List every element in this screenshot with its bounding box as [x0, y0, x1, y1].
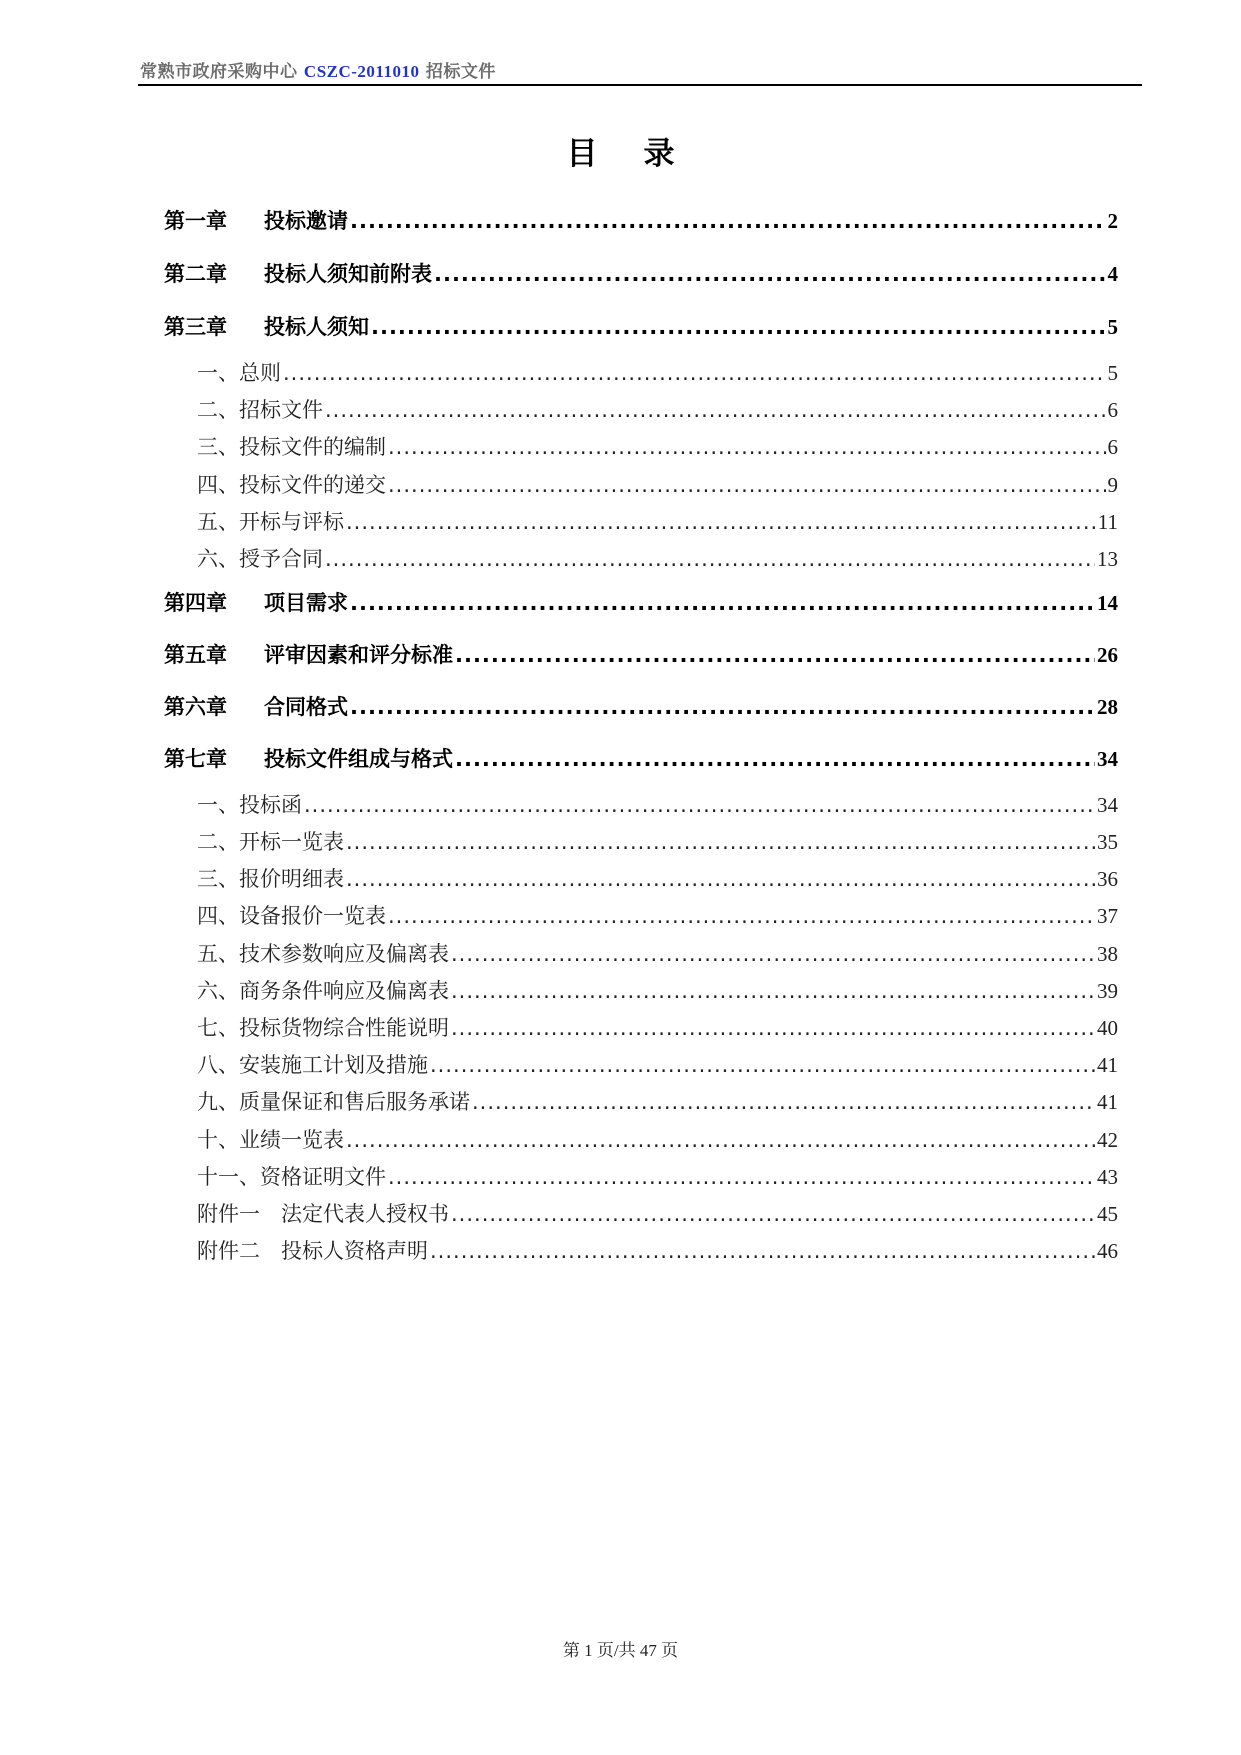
toc-page-number: 43: [1097, 1165, 1118, 1189]
document-header: [140, 57, 1140, 82]
toc-chapter-entry[interactable]: [164, 258, 1118, 288]
toc-dot-leader: [430, 1053, 1095, 1077]
toc-entry-title: 十、业绩一览表: [197, 1128, 344, 1152]
toc-entry-title: 五、开标与评标: [197, 510, 344, 534]
toc-chapter-number: 第六章: [164, 695, 227, 719]
toc-entry-title: 项目需求: [264, 591, 348, 615]
toc-chapter-number: 第一章: [164, 209, 227, 233]
toc-entry-title: 投标文件组成与格式: [264, 747, 453, 771]
toc-entry-title: 一、投标函: [197, 793, 302, 817]
toc-dot-leader: [451, 942, 1095, 966]
toc-dot-leader: [472, 1090, 1095, 1114]
toc-dot-leader: [434, 262, 1106, 286]
toc-dot-leader: [451, 979, 1095, 1003]
toc-page-number: 28: [1097, 695, 1118, 719]
toc-chapter-entry[interactable]: [164, 205, 1118, 235]
toc-page-number: 11: [1097, 510, 1118, 534]
toc-page-number: 41: [1097, 1053, 1118, 1077]
toc-dot-leader: [283, 361, 1106, 385]
toc-dot-leader: [346, 830, 1095, 854]
toc-section-entry[interactable]: [164, 543, 1118, 573]
toc-section-entry[interactable]: [164, 826, 1118, 856]
toc-page-number: 38: [1097, 942, 1118, 966]
toc-page-number: 34: [1097, 793, 1118, 817]
page-title: 目录: [566, 136, 721, 172]
toc-dot-leader: [350, 695, 1095, 719]
toc-dot-leader: [350, 591, 1095, 615]
toc-entry-title: 三、投标文件的编制: [197, 435, 386, 459]
toc-section-entry[interactable]: [164, 1049, 1118, 1079]
toc-page-number: 13: [1097, 547, 1118, 571]
toc-chapter-number: 第七章: [164, 747, 227, 771]
header-suffix: 招标文件: [425, 62, 496, 82]
toc-entry-title: 三、报价明细表: [197, 867, 344, 891]
toc-dot-leader: [388, 1165, 1095, 1189]
toc-entry-title: 合同格式: [264, 695, 348, 719]
toc-section-entry[interactable]: [164, 469, 1118, 499]
toc-section-entry[interactable]: [164, 1012, 1118, 1042]
header-divider: [138, 84, 1142, 86]
toc-entry-title: 二、招标文件: [197, 398, 323, 422]
toc-dot-leader: [451, 1016, 1095, 1040]
toc-page-number: 45: [1097, 1202, 1118, 1226]
toc-entry-title: 八、安装施工计划及措施: [197, 1053, 428, 1077]
toc-dot-leader: [371, 315, 1106, 339]
toc-dot-leader: [451, 1202, 1095, 1226]
toc-section-entry[interactable]: [164, 863, 1118, 893]
toc-dot-leader: [388, 904, 1095, 928]
toc-dot-leader: [388, 473, 1106, 497]
toc-page-number: 42: [1097, 1128, 1118, 1152]
toc-chapter-entry[interactable]: [164, 587, 1118, 617]
toc-chapter-number: 第二章: [164, 262, 227, 286]
toc-page-number: 6: [1107, 435, 1118, 459]
toc-chapter-number: 第三章: [164, 315, 227, 339]
toc-page-number: 9: [1107, 473, 1118, 497]
toc-page-number: 40: [1097, 1016, 1118, 1040]
toc-page-number: 5: [1107, 315, 1118, 339]
toc-page-number: 4: [1107, 262, 1118, 286]
toc-dot-leader: [304, 793, 1095, 817]
toc-page-number: 26: [1097, 643, 1118, 667]
toc-dot-leader: [325, 398, 1106, 422]
toc-entry-title: 六、授予合同: [197, 547, 323, 571]
header-code: CSZC-2011010: [303, 62, 420, 81]
toc-entry-title: 投标邀请: [264, 209, 348, 233]
toc-entry-title: 投标人须知: [264, 315, 369, 339]
toc-chapter-entry[interactable]: [164, 639, 1118, 669]
toc-entry-title: 七、投标货物综合性能说明: [197, 1016, 449, 1040]
toc-section-entry[interactable]: [164, 394, 1118, 424]
toc-dot-leader: [346, 867, 1095, 891]
toc-page-number: 46: [1097, 1239, 1118, 1263]
toc-entry-title: 评审因素和评分标准: [264, 643, 453, 667]
toc-section-entry[interactable]: [164, 975, 1118, 1005]
toc-section-entry[interactable]: [164, 506, 1118, 536]
toc-chapter-entry[interactable]: [164, 691, 1118, 721]
toc-page-number: 39: [1097, 979, 1118, 1003]
toc-dot-leader: [346, 510, 1096, 534]
toc-page-number: 2: [1107, 209, 1118, 233]
toc-page-number: 14: [1097, 591, 1118, 615]
toc-page-number: 34: [1097, 747, 1118, 771]
toc-page-number: 35: [1097, 830, 1118, 854]
toc-entry-title: 五、技术参数响应及偏离表: [197, 942, 449, 966]
toc-section-entry[interactable]: [164, 357, 1118, 387]
toc-entry-title: 附件一 法定代表人授权书: [197, 1202, 449, 1226]
toc-entry-title: 二、开标一览表: [197, 830, 344, 854]
toc-section-entry[interactable]: [164, 1161, 1118, 1191]
toc-section-entry[interactable]: [164, 789, 1118, 819]
toc-entry-title: 投标人须知前附表: [264, 262, 432, 286]
page-footer: 第 1 页/共 47 页: [562, 1641, 679, 1660]
toc-section-entry[interactable]: [164, 1235, 1118, 1265]
toc-section-entry[interactable]: [164, 431, 1118, 461]
toc-chapter-entry[interactable]: [164, 743, 1118, 773]
toc-entry-title: 十一、资格证明文件: [197, 1165, 386, 1189]
toc-chapter-number: 第五章: [164, 643, 227, 667]
toc-dot-leader: [325, 547, 1095, 571]
toc-entry-title: 一、总则: [197, 361, 281, 385]
toc-page-number: 36: [1097, 867, 1118, 891]
toc-entry-title: 四、设备报价一览表: [197, 904, 386, 928]
toc-section-entry[interactable]: [164, 1124, 1118, 1154]
toc-page-number: 37: [1097, 904, 1118, 928]
toc-page-number: 6: [1107, 398, 1118, 422]
toc-entry-title: 四、投标文件的递交: [197, 473, 386, 497]
toc-page-number: 5: [1107, 361, 1118, 385]
header-org: 常熟市政府采购中心: [140, 62, 298, 82]
toc-section-entry[interactable]: [164, 938, 1118, 968]
toc-page-number: 41: [1097, 1090, 1118, 1114]
toc-chapter-number: 第四章: [164, 591, 227, 615]
toc-entry-title: 六、商务条件响应及偏离表: [197, 979, 449, 1003]
toc-section-entry[interactable]: [164, 900, 1118, 930]
toc-entry-title: 附件二 投标人资格声明: [197, 1239, 428, 1263]
toc-section-entry[interactable]: [164, 1086, 1118, 1116]
toc-dot-leader: [350, 209, 1106, 233]
toc-chapter-entry[interactable]: [164, 311, 1118, 341]
toc-section-entry[interactable]: [164, 1198, 1118, 1228]
toc-dot-leader: [430, 1239, 1095, 1263]
toc-dot-leader: [346, 1128, 1095, 1152]
toc-dot-leader: [455, 747, 1095, 771]
toc-dot-leader: [388, 435, 1106, 459]
toc-entry-title: 九、质量保证和售后服务承诺: [197, 1090, 470, 1114]
toc-dot-leader: [455, 643, 1095, 667]
